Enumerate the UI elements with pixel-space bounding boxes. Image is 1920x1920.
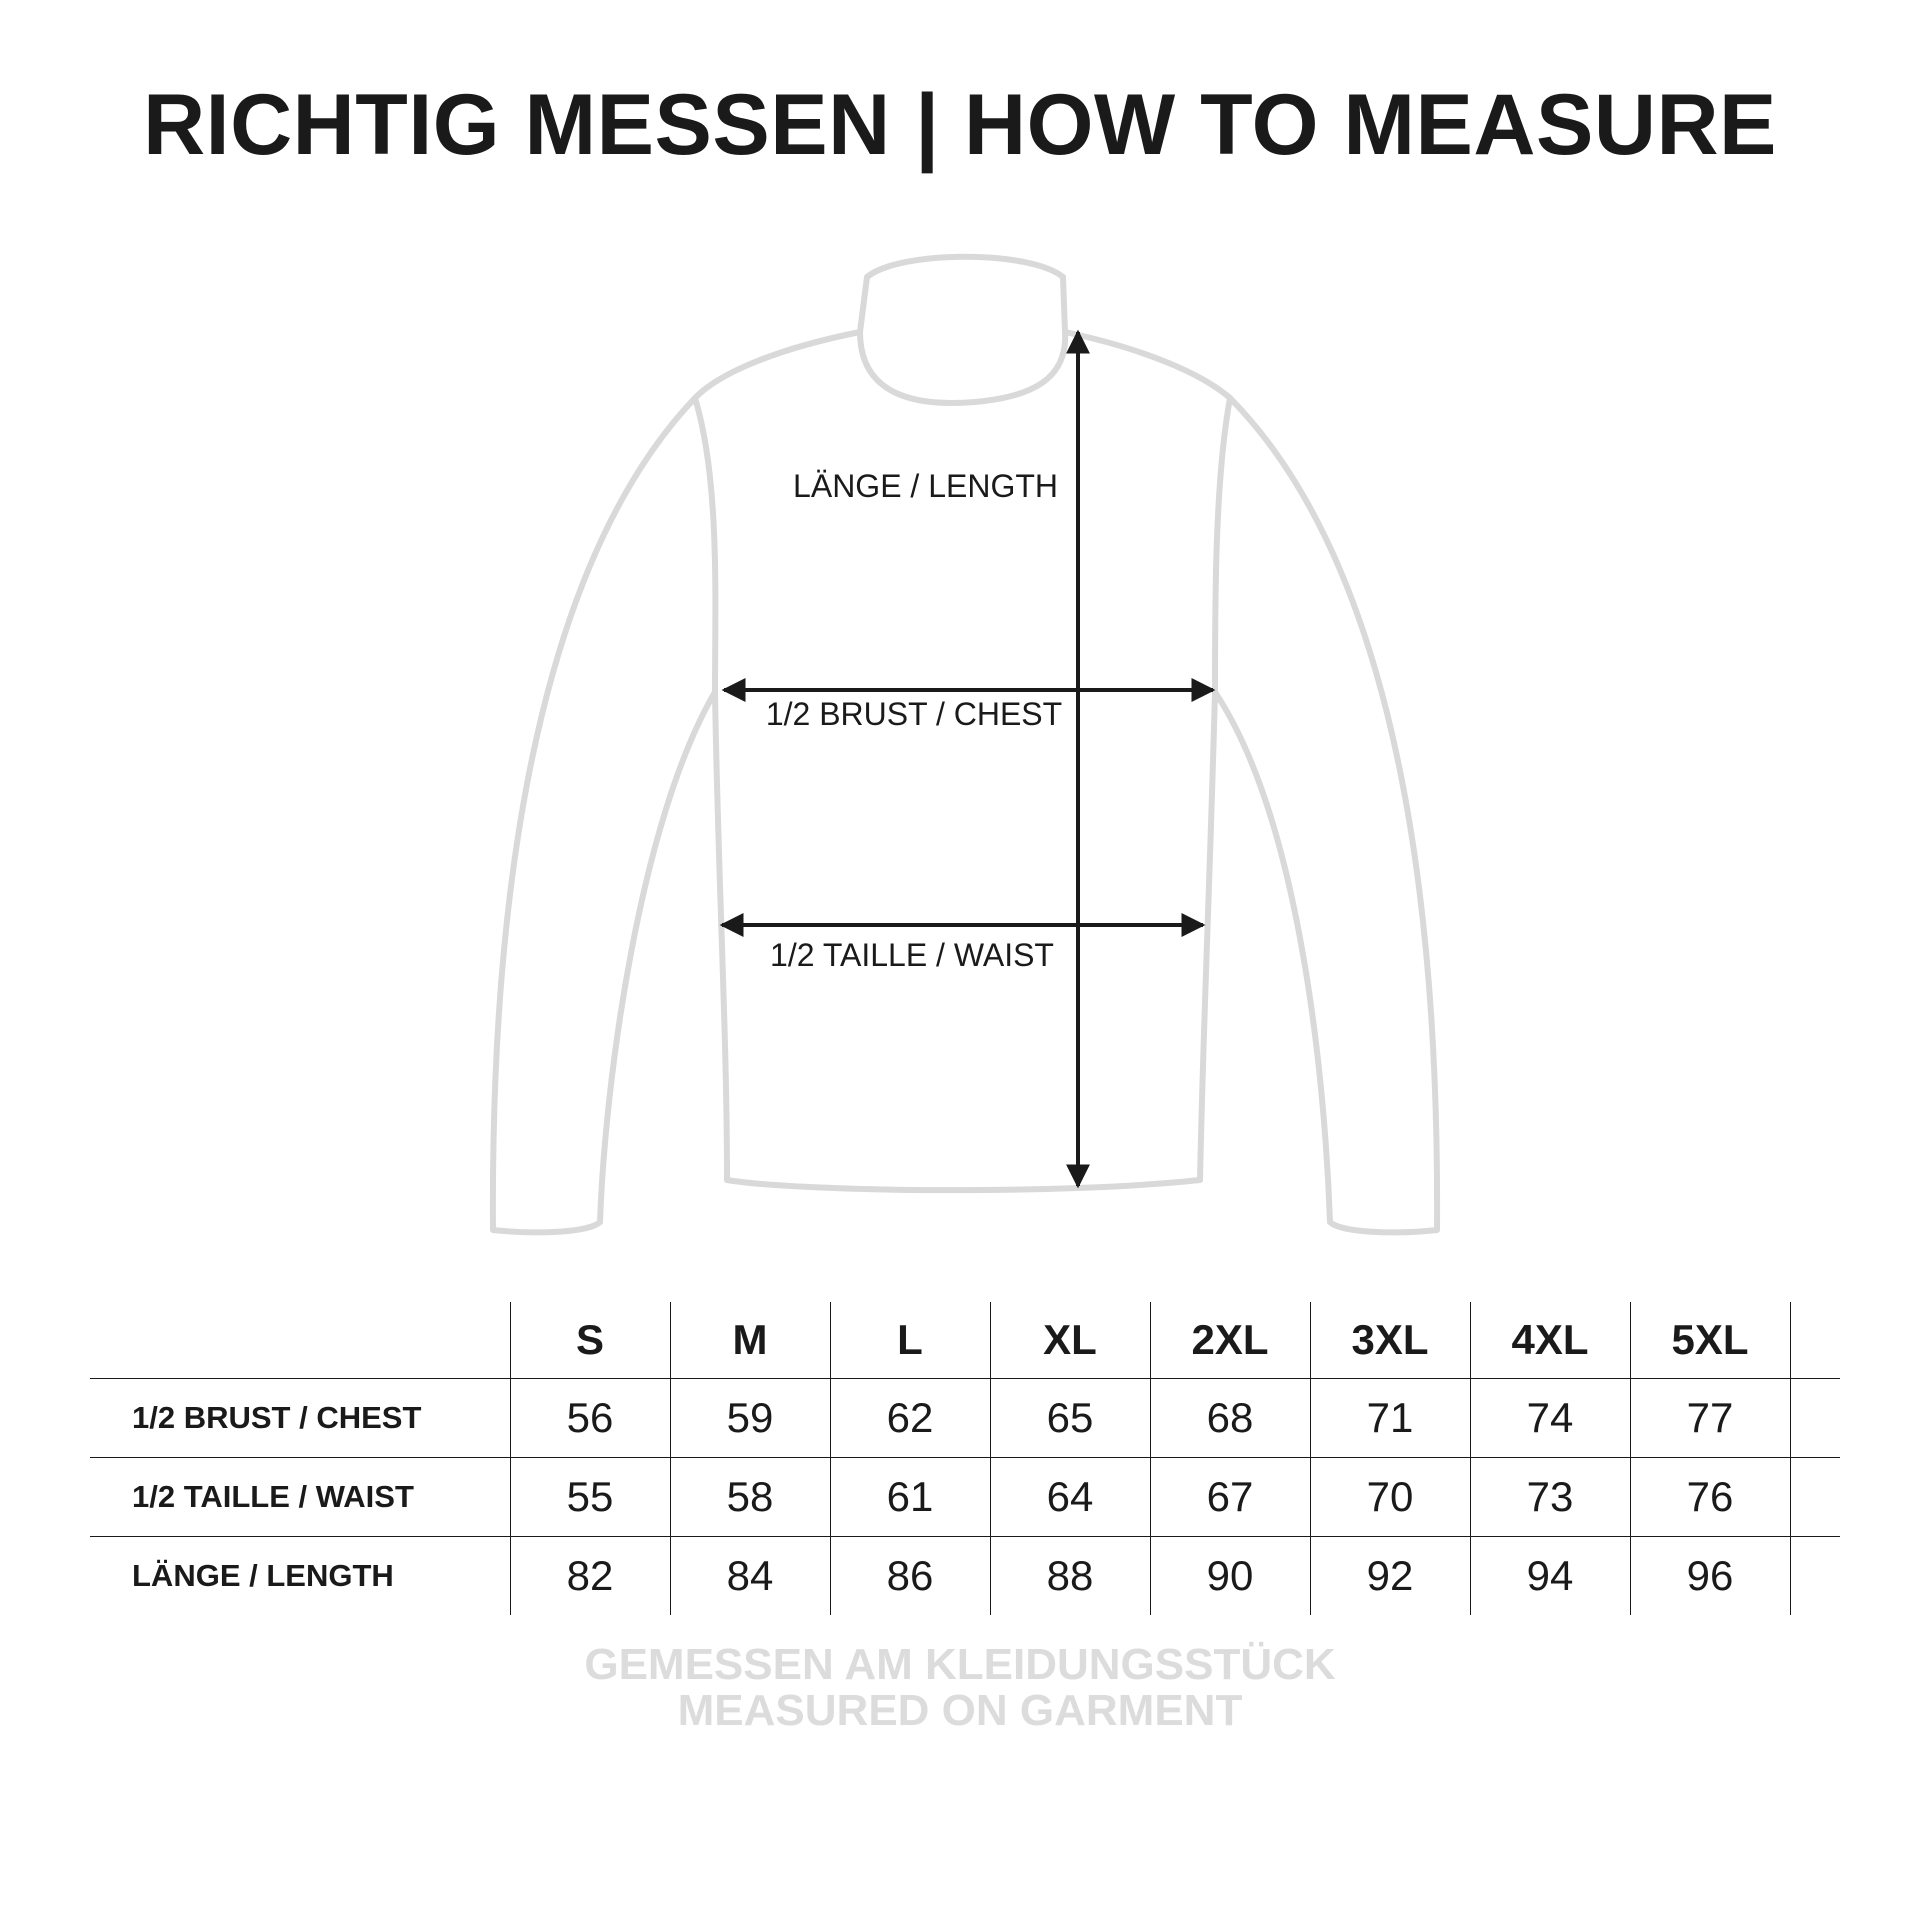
measurement-note-line2: MEASURED ON GARMENT (677, 1686, 1243, 1735)
size-table (90, 1302, 1840, 1615)
table-cell: 67 (1150, 1458, 1310, 1537)
row-end-spacer (1790, 1379, 1840, 1458)
table-cell: 61 (830, 1458, 990, 1537)
size-header: 5XL (1630, 1302, 1790, 1379)
right-sleeve-outer (1065, 332, 1437, 1232)
table-cell: 77 (1630, 1379, 1790, 1458)
table-cell: 76 (1630, 1458, 1790, 1537)
length-label: LÄNGE / LENGTH (793, 468, 1058, 504)
table-cell: 92 (1310, 1537, 1470, 1616)
table-cell: 86 (830, 1537, 990, 1616)
row-end-spacer (1790, 1537, 1840, 1616)
chest-label: 1/2 BRUST / CHEST (765, 696, 1063, 732)
table-cell: 88 (990, 1537, 1150, 1616)
size-header: M (670, 1302, 830, 1379)
collar-top (867, 257, 1063, 277)
table-cell: 62 (830, 1379, 990, 1458)
row-label-waist: 1/2 TAILLE / WAIST (132, 1479, 414, 1514)
table-cell: 65 (990, 1379, 1150, 1458)
size-header: S (510, 1302, 670, 1379)
page-title: RICHTIG MESSEN | HOW TO MEASURE (143, 77, 1777, 173)
table-cell: 90 (1150, 1537, 1310, 1616)
row-label-length: LÄNGE / LENGTH (132, 1558, 394, 1593)
measurement-note-line1: GEMESSEN AM KLEIDUNGSSTÜCK (584, 1640, 1336, 1689)
size-header: 4XL (1470, 1302, 1630, 1379)
left-body-side (695, 398, 727, 1180)
table-cell: 96 (1630, 1537, 1790, 1616)
collar-body (860, 277, 1065, 403)
measurement-arrows (722, 332, 1213, 1186)
row-end-spacer (1790, 1458, 1840, 1537)
header-end-spacer (1790, 1302, 1840, 1379)
table-cell: 64 (990, 1458, 1150, 1537)
table-cell: 73 (1470, 1458, 1630, 1537)
table-cell: 59 (670, 1379, 830, 1458)
size-header: 2XL (1150, 1302, 1310, 1379)
sweater-outline (493, 257, 1437, 1233)
left-sleeve-inner (600, 692, 715, 1222)
right-sleeve-inner (1215, 692, 1330, 1222)
table-row (90, 1458, 1840, 1537)
size-header: XL (990, 1302, 1150, 1379)
row-label-chest: 1/2 BRUST / CHEST (132, 1400, 422, 1435)
measurement-note (0, 1642, 1920, 1734)
size-header: 3XL (1310, 1302, 1470, 1379)
table-cell: 71 (1310, 1379, 1470, 1458)
table-cell: 58 (670, 1458, 830, 1537)
table-row (90, 1537, 1840, 1616)
size-header-row (90, 1302, 1840, 1379)
table-cell: 74 (1470, 1379, 1630, 1458)
waist-label: 1/2 TAILLE / WAIST (770, 937, 1054, 973)
table-cell: 94 (1470, 1537, 1630, 1616)
table-cell: 82 (510, 1537, 670, 1616)
header-spacer (90, 1302, 510, 1379)
table-cell: 70 (1310, 1458, 1470, 1537)
size-header: L (830, 1302, 990, 1379)
table-cell: 84 (670, 1537, 830, 1616)
table-cell: 56 (510, 1379, 670, 1458)
right-body-side (1200, 398, 1230, 1180)
table-row (90, 1379, 1840, 1458)
table-cell: 68 (1150, 1379, 1310, 1458)
table-cell: 55 (510, 1458, 670, 1537)
hem (727, 1180, 1200, 1190)
